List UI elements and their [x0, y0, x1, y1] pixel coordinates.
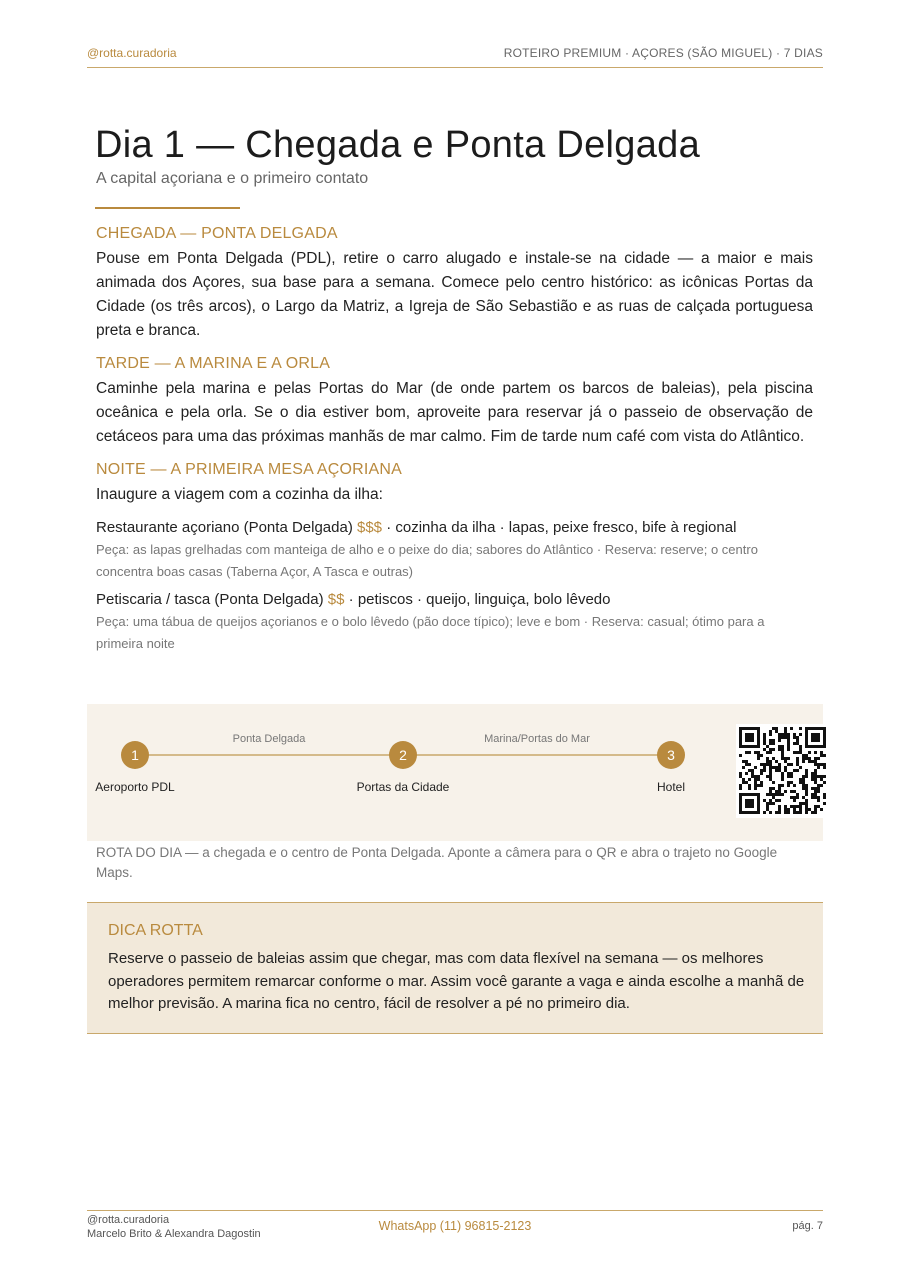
section-intro-night: Inaugure a viagem com a cozinha da ilha:	[96, 486, 383, 503]
header-handle: @rotta.curadoria	[87, 46, 177, 60]
route-stop-number: 1	[131, 747, 139, 763]
route-segment-label: Ponta Delgada	[232, 733, 306, 745]
footer-whatsapp: WhatsApp (11) 96815-2123	[378, 1219, 532, 1233]
restaurant-name: Restaurante açoriano (Ponta Delgada)	[96, 519, 353, 536]
page-title: Dia 1 — Chegada e Ponta Delgada	[95, 124, 701, 166]
restaurant-note: Peça: uma tábua de queijos açorianos e o bolo lêvedo (pão doce típico); leve e bom · Reserva: casual; ótimo para a primeira noite	[96, 614, 765, 651]
section-text-arrival: Pouse em Ponta Delgada (PDL), retire o carro alugado e instale-se na cidade — a maior e mais animada dos Açores, sua base para a semana. Comece pelo centro histórico: as icônicas Portas da Cidade (os três arcos), o Largo da Matriz, a Igreja de São Sebastião e as ruas de calçada portuguesa preta e branca.	[96, 250, 813, 339]
title-divider	[95, 207, 240, 209]
restaurant-desc: · cozinha da ilha · lapas, peixe fresco, bife à regional	[386, 519, 737, 536]
route-stop-number: 2	[399, 747, 407, 763]
header-doc-title: ROTEIRO PREMIUM · AÇORES (SÃO MIGUEL) · 7 DIAS	[503, 46, 823, 60]
restaurant-item	[96, 517, 813, 583]
restaurant-note: Peça: as lapas grelhadas com manteiga de alho e o peixe do dia; sabores do Atlântico · Reserva: reserve; o centro concentra boas casas (Taberna Açor, A Tasca e outras)	[96, 542, 758, 579]
day-content	[96, 225, 813, 661]
restaurant-item	[96, 589, 813, 655]
restaurant-price: $$	[327, 591, 345, 608]
route-segment-label: Marina/Portas do Mar	[484, 733, 590, 745]
route-stop-name: Hotel	[656, 780, 686, 794]
route-diagram	[87, 704, 823, 841]
section-heading-night: NOITE — A PRIMEIRA MESA AÇORIANA	[96, 461, 403, 478]
route-caption: ROTA DO DIA — a chegada e o centro de Ponta Delgada. Aponte a câmera para o QR e abra o trajeto no Google Maps.	[96, 845, 778, 880]
tip-text: Reserve o passeio de baleias assim que chegar, mas com data flexível na semana — os melhores operadores permitem remarcar conforme o mar. Assim você garante a vaga e ainda escolhe a manhã de melhor previsão. A marina fica no centro, fácil de resolver a pé no primeiro dia.	[108, 950, 805, 1012]
footer-handle: @rotta.curadoria	[87, 1214, 170, 1226]
footer-page-number: pág. 7	[792, 1220, 823, 1232]
route-map	[87, 704, 823, 841]
tip-title: DICA ROTTA	[108, 922, 203, 939]
page-header	[87, 46, 823, 68]
tip-box	[87, 902, 823, 1034]
route-stop-name: Portas da Cidade	[356, 780, 450, 794]
page-subtitle: A capital açoriana e o primeiro contato	[96, 170, 369, 187]
route-stop-name: Aeroporto PDL	[95, 780, 175, 794]
section-text-afternoon: Caminhe pela marina e pelas Portas do Mar (de onde partem os barcos de baleias), pela piscina oceânica e pela orla. Se o dia estiver bom, aproveite para reservar já o passeio de observação de cetáceos para uma das próximas manhãs de mar calmo. Fim de tarde num café com vista do Atlântico.	[96, 380, 813, 445]
restaurant-desc: · petiscos · queijo, linguiça, bolo lêvedo	[348, 591, 611, 608]
section-heading-afternoon: TARDE — A MARINA E A ORLA	[96, 355, 331, 372]
qr-code[interactable]	[736, 724, 830, 818]
restaurant-price: $$$	[357, 519, 383, 536]
qr-code-image	[736, 724, 830, 818]
restaurant-name: Petiscaria / tasca (Ponta Delgada)	[96, 591, 324, 608]
section-heading-arrival: CHEGADA — PONTA DELGADA	[96, 225, 338, 242]
route-stop-number: 3	[667, 747, 675, 763]
footer-authors: Marcelo Brito & Alexandra Dagostin	[87, 1228, 261, 1240]
page-footer	[87, 1210, 823, 1246]
